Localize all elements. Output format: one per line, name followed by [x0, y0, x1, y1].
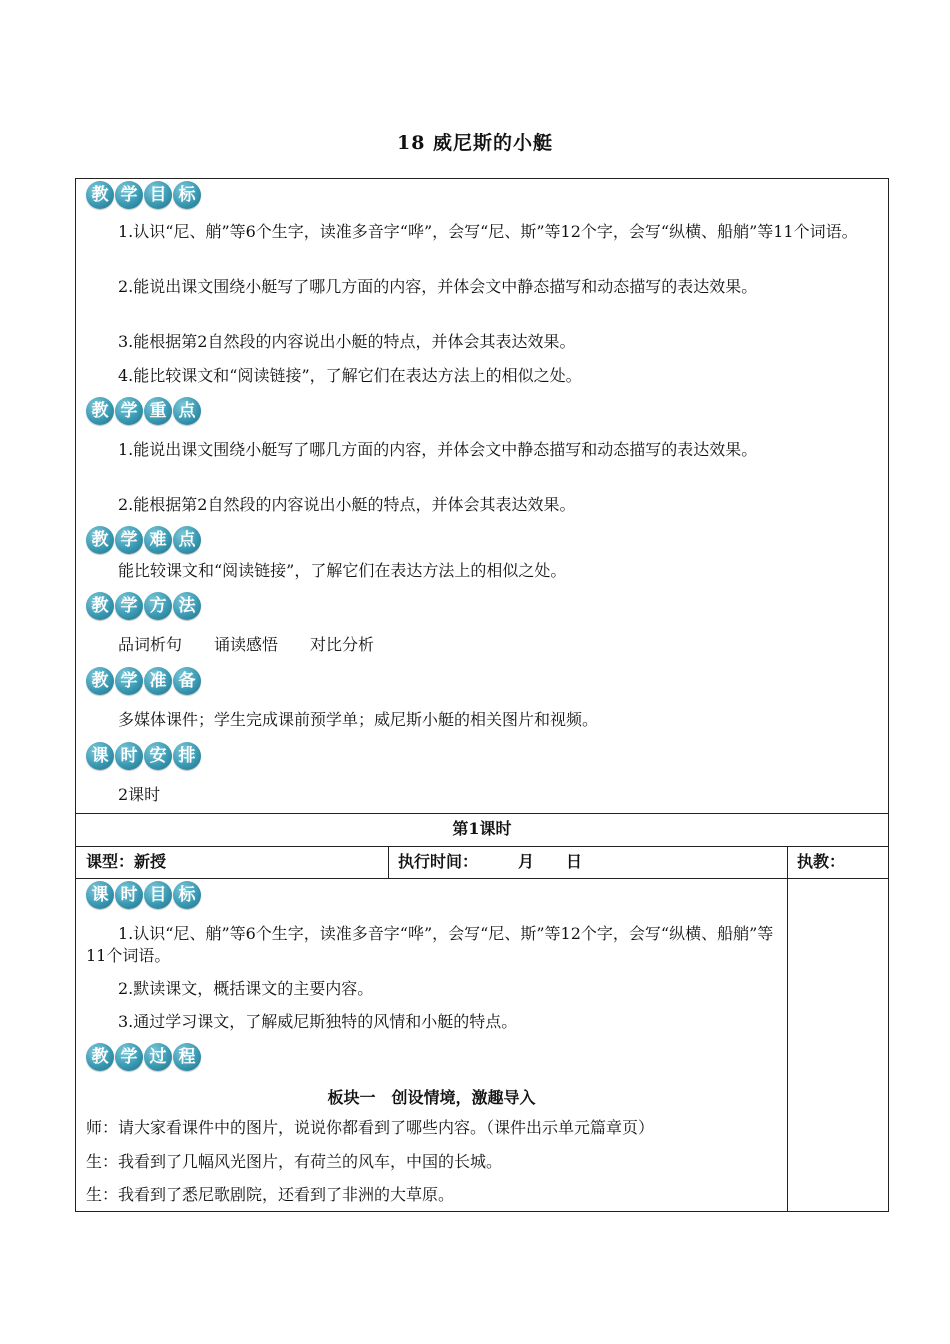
heading-char: 教	[86, 592, 114, 620]
goal-item: 4.能比较课文和“阅读链接”，了解它们在表达方法上的相似之处。	[118, 366, 582, 385]
heading-char: 教	[86, 181, 114, 209]
goal-item: 2.能说出课文围绕小艇写了哪几方面的内容，并体会文中静态描写和动态描写的表达效果。	[118, 277, 758, 296]
session-goal-item: 1.认识“尼、艄”等6个生字，读准多音字“哗”，会写“尼、斯”等12个字，会写“纵横、船艄”等11个词语。	[86, 924, 774, 965]
execution-time: 执行时间： 月 日	[398, 852, 583, 871]
heading-char: 目	[144, 881, 172, 909]
heading-char: 排	[173, 742, 201, 770]
lesson-type: 课型：新授	[86, 852, 167, 871]
session-meta-row	[75, 846, 889, 879]
heading-key-points	[86, 397, 201, 427]
teacher-label: 执教：	[797, 852, 846, 871]
heading-char: 重	[144, 397, 172, 425]
difficulty-text: 能比较课文和“阅读链接”，了解它们在表达方法上的相似之处。	[118, 561, 567, 580]
heading-char: 学	[115, 667, 143, 695]
heading-char: 课	[86, 881, 114, 909]
document-title: 18 威尼斯的小艇	[396, 132, 554, 154]
heading-char: 目	[144, 181, 172, 209]
heading-char: 标	[173, 181, 201, 209]
heading-char: 学	[115, 1043, 143, 1071]
notes-column-divider	[787, 879, 788, 1211]
heading-char: 准	[144, 667, 172, 695]
heading-char: 备	[173, 667, 201, 695]
methods-text: 品词析句 诵读感悟 对比分析	[118, 635, 375, 654]
dialogue-line: 生：我看到了几幅风光图片，有荷兰的风车，中国的长城。	[86, 1152, 503, 1171]
heading-char: 标	[173, 881, 201, 909]
preparation-text: 多媒体课件；学生完成课前预学单；威尼斯小艇的相关图片和视频。	[118, 710, 599, 729]
heading-char: 学	[115, 181, 143, 209]
heading-char: 时	[115, 742, 143, 770]
heading-char: 过	[144, 1043, 172, 1071]
heading-session-goals	[86, 881, 201, 911]
heading-char: 学	[115, 397, 143, 425]
session-goal-item: 2.默读课文，概括课文的主要内容。	[118, 979, 374, 998]
goal-item: 3.能根据第2自然段的内容说出小艇的特点，并体会其表达效果。	[118, 332, 576, 351]
heading-char: 教	[86, 526, 114, 554]
heading-char: 难	[144, 526, 172, 554]
heading-char: 教	[86, 1043, 114, 1071]
heading-char: 教	[86, 397, 114, 425]
heading-char: 学	[115, 592, 143, 620]
session-content-box	[75, 878, 889, 1212]
dialogue-line: 师：请大家看课件中的图片，说说你都看到了哪些内容。（课件出示单元篇章页）	[86, 1118, 655, 1137]
session-goal-item: 3.通过学习课文，了解威尼斯独特的风情和小艇的特点。	[118, 1012, 518, 1031]
dialogue-line: 生：我看到了悉尼歌剧院，还看到了非洲的大草原。	[86, 1185, 455, 1204]
heading-teaching-goals	[86, 181, 201, 211]
heading-char: 教	[86, 667, 114, 695]
block-title: 板块一 创设情境，激趣导入	[327, 1088, 536, 1107]
overview-box	[75, 178, 889, 814]
heading-char: 课	[86, 742, 114, 770]
heading-schedule	[86, 742, 201, 772]
key-point-item: 2.能根据第2自然段的内容说出小艇的特点，并体会其表达效果。	[118, 495, 576, 514]
heading-methods	[86, 592, 201, 622]
heading-char: 程	[173, 1043, 201, 1071]
heading-char: 点	[173, 526, 201, 554]
heading-char: 点	[173, 397, 201, 425]
heading-char: 安	[144, 742, 172, 770]
goal-item: 1.认识“尼、艄”等6个生字，读准多音字“哗”，会写“尼、斯”等12个字，会写“纵横、船艄”等11个词语。	[118, 222, 858, 241]
heading-preparation	[86, 667, 201, 697]
heading-difficulties	[86, 526, 201, 556]
heading-char: 法	[173, 592, 201, 620]
schedule-text: 2课时	[118, 785, 161, 804]
heading-char: 方	[144, 592, 172, 620]
heading-char: 学	[115, 526, 143, 554]
heading-teaching-process	[86, 1043, 201, 1073]
session-title: 第1课时	[75, 813, 889, 847]
heading-char: 时	[115, 881, 143, 909]
key-point-item: 1.能说出课文围绕小艇写了哪几方面的内容，并体会文中静态描写和动态描写的表达效果。	[118, 440, 758, 459]
